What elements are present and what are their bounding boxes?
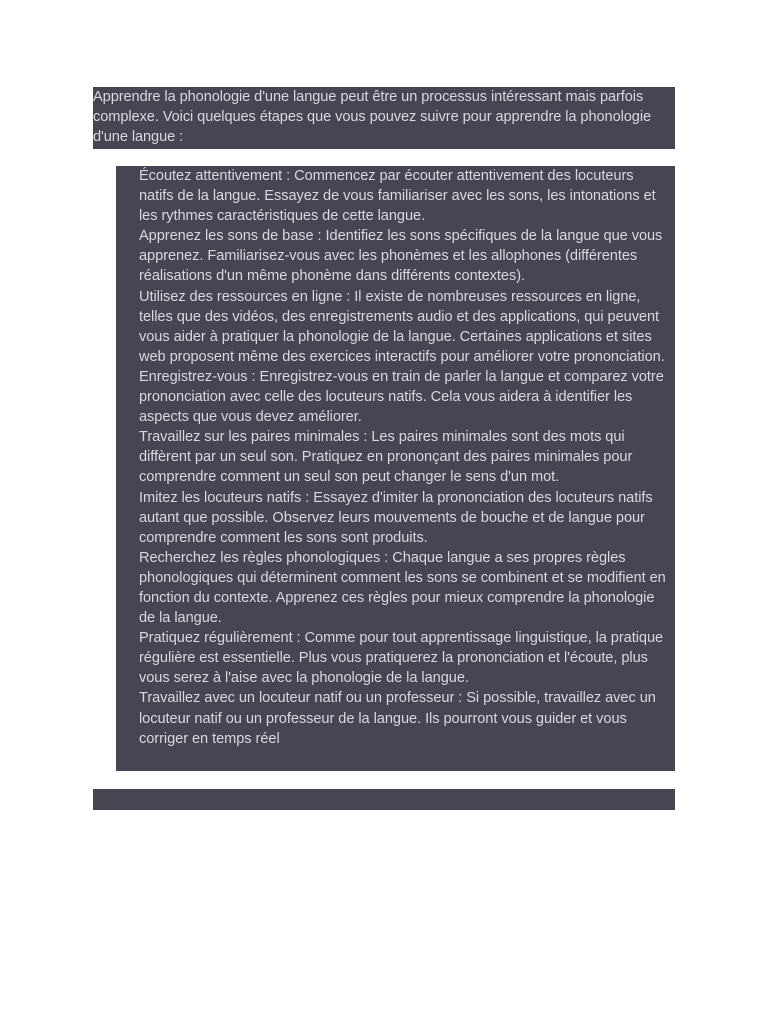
list-item: Pratiquez régulièrement : Comme pour tout apprentissage linguistique, la pratique régulière est essentielle. Plus vous pratiquerez la prononciation et l'écoute, plus vous serez à l'aise avec la phonologie de la langue.	[139, 630, 664, 687]
list-item: Utilisez des ressources en ligne : Il existe de nombreuses ressources en ligne, telles que des vidéos, des enregistrements audio et des applications, qui peuvent vous aider à pratiquer la phonologie de la langue. Certaines applications et sites web proposent même des exercices interactifs pour améliorer votre prononciation.	[139, 288, 665, 365]
list-item: Imitez les locuteurs natifs : Essayez d'imiter la prononciation des locuteurs natifs autant que possible. Observez leurs mouvements de bouche et de langue pour comprendre comment les sons sont produits.	[139, 489, 653, 546]
list-item: Travaillez sur les paires minimales : Les paires minimales sont des mots qui diffèrent par un seul son. Pratiquez en prononçant des paires minimales pour comprendre comment un seul son peut changer le sens d'un mot.	[139, 429, 633, 486]
steps-list	[139, 166, 671, 749]
list-item: Apprenez les sons de base : Identifiez les sons spécifiques de la langue que vous apprenez. Familiarisez-vous avec les phonèmes et les allophones (différentes réalisations d'un même phonème dans différents contextes).	[139, 228, 663, 285]
list-item: Travaillez avec un locuteur natif ou un professeur : Si possible, travaillez avec un locuteur natif ou un professeur de la langue. Ils pourront vous guider et vous corriger en temps réel	[139, 690, 656, 747]
list-item: Recherchez les règles phonologiques : Chaque langue a ses propres règles phonologiques qui déterminent comment les sons se combinent et se modifient en fonction du contexte. Apprenez ces règles pour mieux comprendre la phonologie de la langue.	[139, 549, 666, 627]
steps-list-block	[116, 166, 675, 771]
list-item: Enregistrez-vous : Enregistrez-vous en train de parler la langue et comparez votre prononciation avec celle des locuteurs natifs. Cela vous aidera à identifier les aspects que vous devez améliorer.	[139, 368, 664, 426]
empty-bar	[93, 789, 675, 810]
list-item: Écoutez attentivement : Commencez par écouter attentivement des locuteurs natifs de la langue. Essayez de vous familiariser avec les sons, les intonations et les rythmes caractéristiques de cette langue.	[139, 168, 656, 225]
intro-paragraph: Apprendre la phonologie d'une langue peut être un processus intéressant mais parfois complexe. Voici quelques étapes que vous pouvez suivre pour apprendre la phonologie d'une langue :	[93, 87, 675, 149]
